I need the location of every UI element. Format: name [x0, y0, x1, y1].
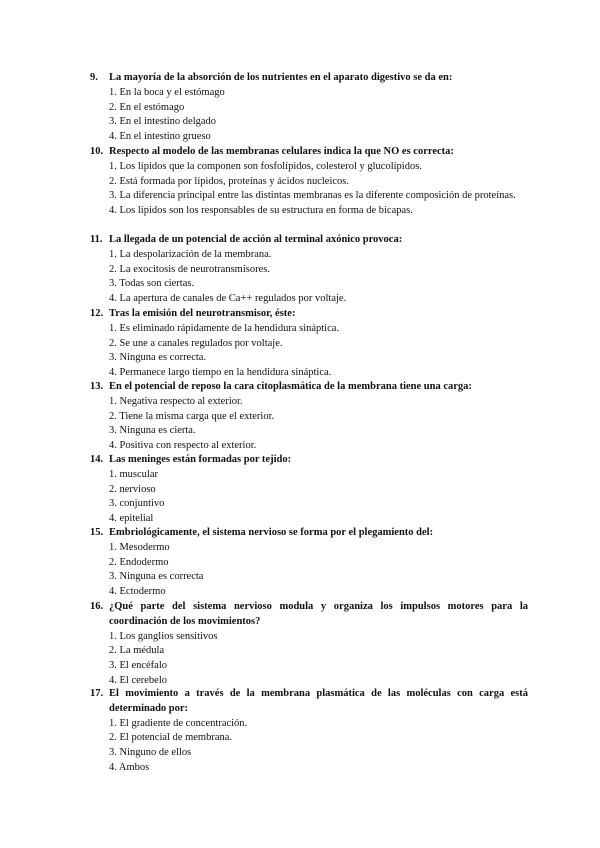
answer-option: 4. El cerebelo	[109, 674, 168, 686]
answer-option: 2. La exocitosis de neurotransmisores.	[109, 263, 270, 275]
answer-option: 4. Los lípidos son los responsables de su estructura en forma de bicapas.	[109, 205, 413, 217]
question-number: 9.	[90, 72, 98, 83]
question-number: 16.	[90, 601, 104, 612]
answer-option: 3. La diferencia principal entre las distintas membranas es la diferente composición de proteínas.	[109, 190, 516, 202]
answer-option: 4. Positiva con respecto al exterior.	[109, 440, 257, 452]
question-14	[90, 453, 528, 527]
question-15	[90, 526, 528, 600]
question-text: ¿Qué parte del sistema nervioso modula y organiza los impulsos motores para la coordinación de los movimientos?	[109, 601, 528, 627]
question-17	[90, 687, 528, 776]
question-number: 15.	[90, 527, 104, 538]
answer-option: 2. Está formada por lípidos, proteínas y ácidos nucleicos.	[109, 175, 349, 187]
answer-option: 1. La despolarización de la membrana.	[109, 248, 272, 260]
question-text: La llegada de un potencial de acción al terminal axónico provoca:	[109, 234, 403, 245]
question-text: Tras la emisión del neurotransmisor, éste:	[109, 308, 296, 319]
answer-option: 2. nervioso	[109, 483, 156, 495]
answer-option: 4. epitelial	[109, 513, 154, 525]
question-text: El movimiento a través de la membrana plasmática de las moléculas con carga está determinado por:	[109, 688, 528, 714]
answer-option: 3. Ninguno de ellos	[109, 747, 192, 759]
answer-option: 3. Ninguna es correcta.	[109, 352, 207, 364]
question-16	[90, 600, 528, 689]
answer-option: 2. Endodermo	[109, 556, 169, 568]
answer-option: 1. muscular	[109, 468, 158, 480]
question-13	[90, 380, 528, 454]
answer-option: 2. Se une a canales regulados por voltaje.	[109, 337, 283, 349]
question-number: 11.	[90, 234, 103, 245]
question-9	[90, 71, 528, 145]
answer-option: 3. Ninguna es cierta.	[109, 425, 196, 437]
answer-option: 4. En el intestino grueso	[109, 131, 211, 143]
question-number: 13.	[90, 381, 104, 392]
answer-option: 2. Tiene la misma carga que el exterior.	[109, 410, 275, 422]
question-number: 17.	[90, 688, 104, 699]
answer-option: 1. Los ganglios sensitivos	[109, 630, 218, 642]
answer-option: 2. La médula	[109, 645, 165, 657]
answer-option: 2. En el estómago	[109, 101, 185, 113]
answer-option: 3. En el intestino delgado	[109, 116, 217, 128]
question-text: Las meninges están formadas por tejido:	[109, 454, 292, 465]
question-10	[90, 145, 528, 219]
question-11	[90, 233, 528, 307]
answer-option: 3. Ninguna es correcta	[109, 571, 204, 583]
answer-option: 2. El potencial de membrana.	[109, 732, 233, 744]
question-text: Respecto al modelo de las membranas celulares indica la que NO es correcta:	[109, 146, 454, 157]
answer-option: 1. Mesodermo	[109, 541, 170, 553]
question-number: 10.	[90, 146, 104, 157]
answer-option: 3. El encéfalo	[109, 660, 168, 672]
question-12	[90, 307, 528, 381]
answer-option: 1. Negativa respecto al exterior.	[109, 395, 243, 407]
answer-option: 4. Ambos	[109, 761, 150, 773]
answer-option: 3. Todas son ciertas.	[109, 278, 195, 290]
question-text: En el potencial de reposo la cara citoplasmática de la membrana tiene una carga:	[109, 381, 472, 392]
question-text: Embriológicamente, el sistema nervioso se forma por el plegamiento del:	[109, 527, 434, 538]
answer-option: 1. Es eliminado rápidamente de la hendidura sináptica.	[109, 322, 340, 334]
answer-option: 4. Ectodermo	[109, 586, 166, 598]
answer-option: 4. La apertura de canales de Ca++ regulados por voltaje.	[109, 293, 347, 305]
answer-option: 3. conjuntivo	[109, 498, 165, 510]
question-number: 12.	[90, 308, 104, 319]
question-text: La mayoría de la absorción de los nutrientes en el aparato digestivo se da en:	[109, 72, 453, 83]
answer-option: 4. Permanece largo tiempo en la hendidura sináptica.	[109, 367, 332, 379]
answer-option: 1. Los lípidos que la componen son fosfolípidos, colesterol y glucolípidos.	[109, 160, 422, 172]
question-number: 14.	[90, 454, 104, 465]
answer-option: 1. En la boca y el estómago	[109, 86, 225, 98]
answer-option: 1. El gradiente de concentración.	[109, 717, 248, 729]
